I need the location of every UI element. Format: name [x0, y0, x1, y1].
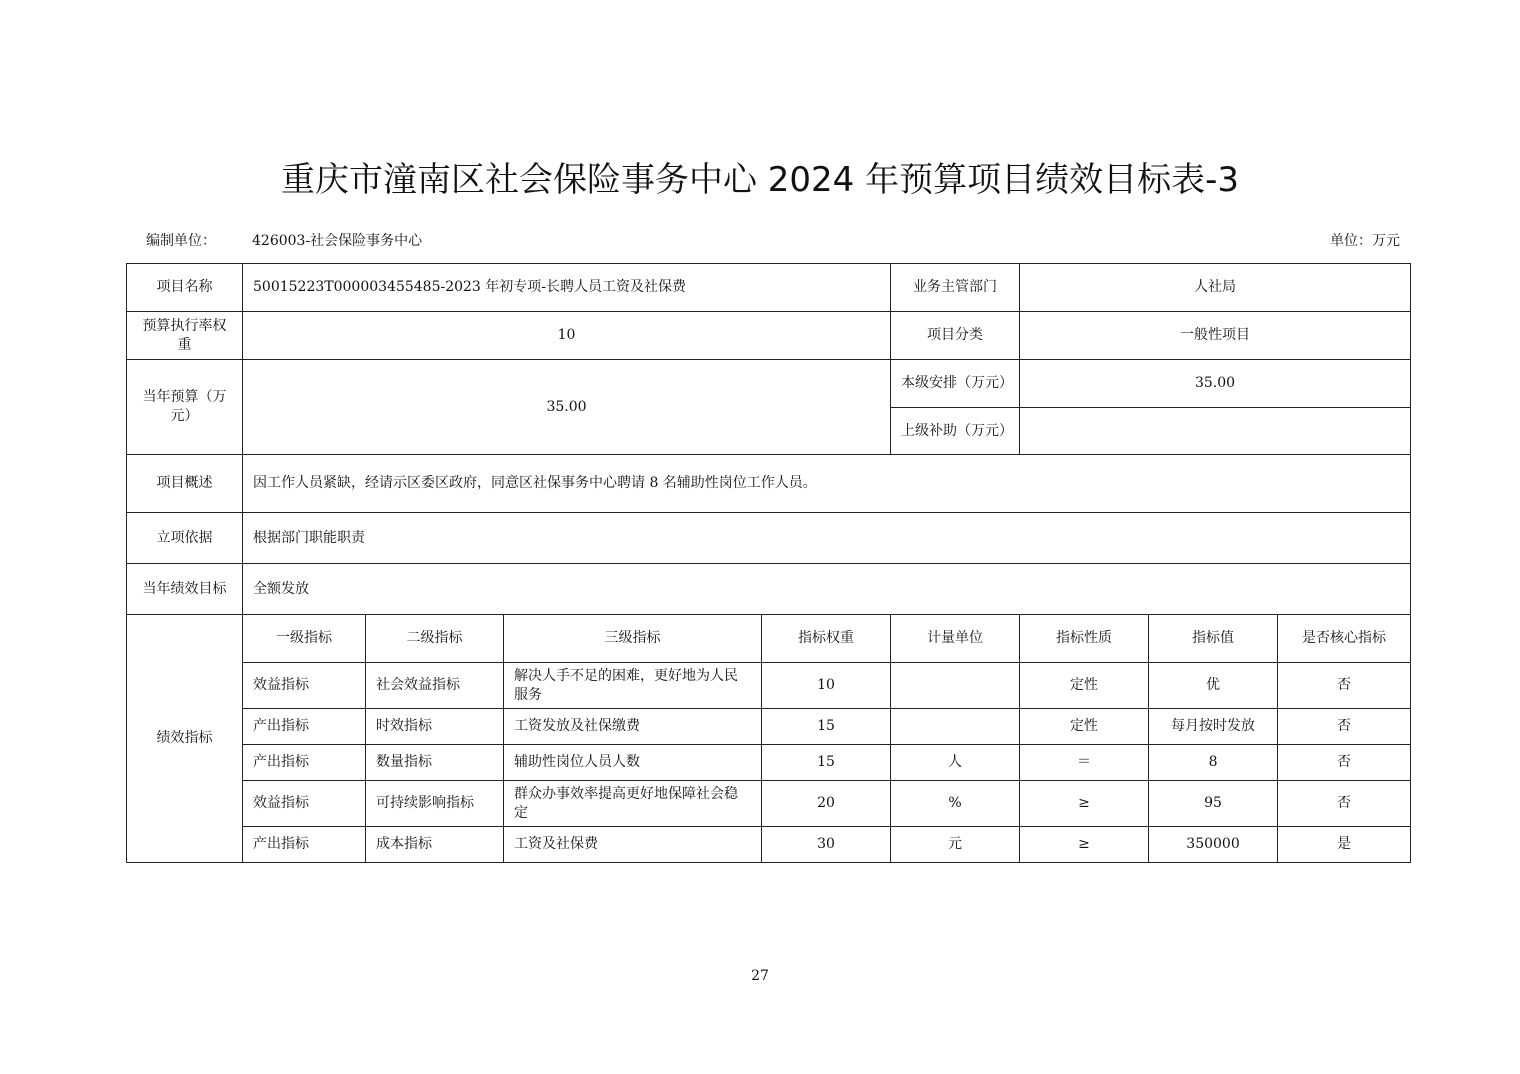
header-core: 是否核心指标 [1278, 615, 1411, 663]
indicator-unit [891, 709, 1020, 745]
indicator-header-row [127, 615, 1411, 663]
indicator-level3: 解决人手不足的困难，更好地为人民服务 [504, 663, 762, 709]
header-level2: 二级指标 [366, 615, 504, 663]
indicator-core: 否 [1278, 709, 1411, 745]
table-row [127, 663, 1411, 709]
indicator-level2: 可持续影响指标 [366, 781, 504, 827]
budget-label: 当年预算（万元） [127, 360, 243, 455]
header-level3: 三级指标 [504, 615, 762, 663]
weight-value: 10 [243, 312, 891, 360]
goal-label: 当年绩效目标 [127, 564, 243, 615]
overview-label: 项目概述 [127, 455, 243, 513]
indicator-core: 是 [1278, 827, 1411, 863]
page-number: 27 [751, 968, 769, 984]
dept-label: 业务主管部门 [891, 264, 1020, 312]
page-title: 重庆市潼南区社会保险事务中心 2024 年预算项目绩效目标表-3 [280, 160, 1240, 200]
header-unit: 计量单位 [891, 615, 1020, 663]
budget-value: 35.00 [243, 360, 891, 455]
indicator-core: 否 [1278, 781, 1411, 827]
indicator-level1: 产出指标 [243, 827, 366, 863]
indicator-weight: 10 [762, 663, 891, 709]
overview-value: 因工作人员紧缺，经请示区委区政府，同意区社保事务中心聘请 8 名辅助性岗位工作人员。 [243, 455, 1411, 513]
indicator-level2: 成本指标 [366, 827, 504, 863]
weight-label: 预算执行率权重 [127, 312, 243, 360]
subsidy-value [1020, 408, 1411, 455]
header-value: 指标值 [1149, 615, 1278, 663]
project-name-label: 项目名称 [127, 264, 243, 312]
project-name-row [127, 264, 1411, 312]
indicator-level3: 工资发放及社保缴费 [504, 709, 762, 745]
indicator-value: 8 [1149, 745, 1278, 781]
basis-label: 立项依据 [127, 513, 243, 564]
indicator-unit: 元 [891, 827, 1020, 863]
header-weight: 指标权重 [762, 615, 891, 663]
indicator-nature: ＝ [1020, 745, 1149, 781]
table-row [127, 709, 1411, 745]
table-row [127, 781, 1411, 827]
indicator-core: 否 [1278, 663, 1411, 709]
indicator-nature: ≥ [1020, 827, 1149, 863]
performance-table [126, 263, 1411, 863]
compiling-unit [146, 230, 422, 250]
compiling-unit-label: 编制单位： [146, 233, 216, 249]
goal-value: 全额发放 [243, 564, 1411, 615]
indicator-core: 否 [1278, 745, 1411, 781]
indicator-weight: 30 [762, 827, 891, 863]
local-allocation-label: 本级安排（万元） [891, 360, 1020, 408]
indicator-weight: 15 [762, 709, 891, 745]
indicator-level3: 群众办事效率提高更好地保障社会稳定 [504, 781, 762, 827]
overview-row [127, 455, 1411, 513]
indicator-unit [891, 663, 1020, 709]
category-value: 一般性项目 [1020, 312, 1411, 360]
indicator-level2: 时效指标 [366, 709, 504, 745]
indicator-value: 每月按时发放 [1149, 709, 1278, 745]
indicator-level3: 辅助性岗位人员人数 [504, 745, 762, 781]
indicator-value: 95 [1149, 781, 1278, 827]
indicator-level2: 数量指标 [366, 745, 504, 781]
table-row [127, 745, 1411, 781]
indicator-level2: 社会效益指标 [366, 663, 504, 709]
indicator-level3: 工资及社保费 [504, 827, 762, 863]
compiling-unit-value: 426003-社会保险事务中心 [252, 233, 423, 249]
project-name-value: 50015223T000003455485-2023 年初专项-长聘人员工资及社保费 [243, 264, 891, 312]
category-label: 项目分类 [891, 312, 1020, 360]
indicator-value: 优 [1149, 663, 1278, 709]
weight-row [127, 312, 1411, 360]
indicator-nature: 定性 [1020, 709, 1149, 745]
header-nature: 指标性质 [1020, 615, 1149, 663]
basis-row [127, 513, 1411, 564]
indicator-level1: 效益指标 [243, 781, 366, 827]
table-row [127, 827, 1411, 863]
indicator-weight: 15 [762, 745, 891, 781]
budget-row [127, 360, 1411, 408]
indicator-level1: 效益指标 [243, 663, 366, 709]
subsidy-label: 上级补助（万元） [891, 408, 1020, 455]
indicator-nature: 定性 [1020, 663, 1149, 709]
header-level1: 一级指标 [243, 615, 366, 663]
indicator-unit: % [891, 781, 1020, 827]
indicator-level1: 产出指标 [243, 745, 366, 781]
indicator-unit: 人 [891, 745, 1020, 781]
indicator-nature: ≥ [1020, 781, 1149, 827]
local-allocation-value: 35.00 [1020, 360, 1411, 408]
indicator-value: 350000 [1149, 827, 1278, 863]
indicators-section-label: 绩效指标 [127, 615, 243, 863]
indicator-weight: 20 [762, 781, 891, 827]
basis-value: 根据部门职能职责 [243, 513, 1411, 564]
currency-unit: 单位：万元 [1330, 233, 1400, 249]
dept-value: 人社局 [1020, 264, 1411, 312]
goal-row [127, 564, 1411, 615]
indicator-level1: 产出指标 [243, 709, 366, 745]
